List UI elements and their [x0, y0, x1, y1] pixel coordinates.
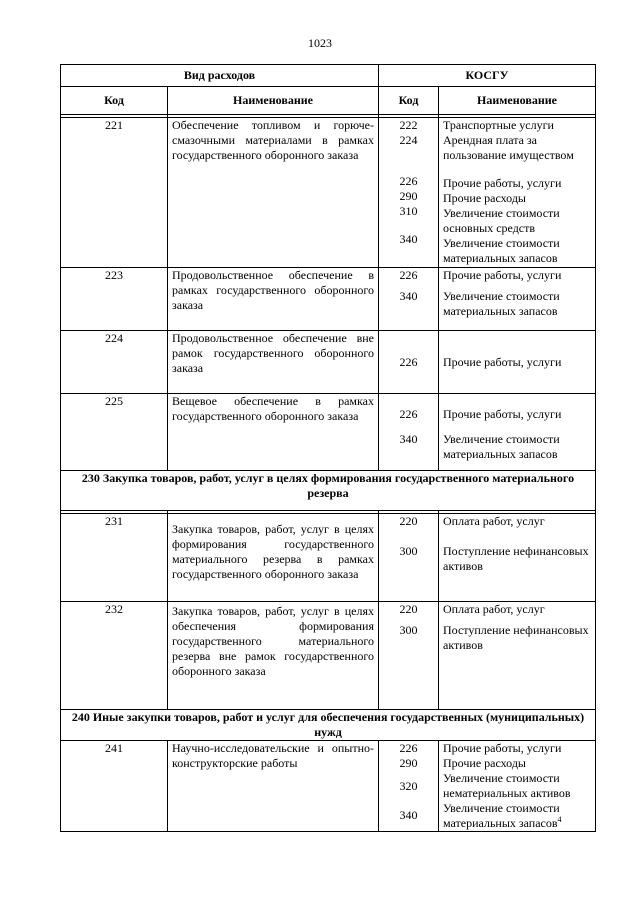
kosgu-name: Арендная плата за пользование имуществом	[443, 133, 574, 162]
kosgu-name: Оплата работ, услуг	[443, 602, 545, 616]
kosgu-name: Поступление нефинансовых активов	[443, 544, 589, 573]
kosgu-code: 340	[399, 289, 418, 303]
kosgu-name-text: Увеличение стоимости материальных запасов	[443, 801, 560, 830]
row-code: 232	[61, 602, 168, 710]
row-name: Продовольственное обеспечение вне рамок государственного оборонного заказа	[168, 331, 379, 394]
row-code: 231	[61, 514, 168, 602]
header-expense-type: Вид расходов	[61, 65, 379, 87]
header-kosgu-name: Наименование	[439, 87, 596, 115]
row-code: 223	[61, 268, 168, 331]
footnote-marker: 4	[557, 815, 562, 824]
kosgu-names	[439, 741, 596, 832]
kosgu-code: 222	[399, 118, 418, 132]
kosgu-names	[439, 394, 596, 471]
kosgu-name: Увеличение стоимости материальных запасов	[443, 289, 560, 318]
kosgu-codes	[379, 514, 439, 602]
kosgu-code: 340	[399, 232, 418, 246]
section-header-240	[61, 710, 596, 741]
kosgu-code: 226	[399, 741, 418, 755]
kosgu-codes	[379, 268, 439, 331]
section-header-230	[61, 471, 596, 511]
kosgu-code: 300	[399, 544, 418, 558]
row-code: 241	[61, 741, 168, 832]
page-number: 1023	[308, 36, 332, 50]
kosgu-codes	[379, 118, 439, 268]
expense-table	[60, 64, 596, 832]
kosgu-name: Прочие расходы	[443, 756, 526, 770]
kosgu-code: 290	[399, 189, 418, 203]
table-row	[61, 602, 596, 710]
section-title: 230 Закупка товаров, работ, услуг в целях формирования государственного материального резерва	[61, 471, 596, 511]
kosgu-code: 226	[379, 331, 439, 394]
table-row	[61, 118, 596, 268]
table-row	[61, 741, 596, 832]
kosgu-code: 226	[399, 174, 418, 188]
row-code: 224	[61, 331, 168, 394]
kosgu-name: Транспортные услуги	[443, 118, 554, 132]
kosgu-name: Поступление нефинансовых активов	[443, 623, 589, 652]
section-title: 240 Иные закупки товаров, работ и услуг для обеспечения государственных (муниципальных) нужд	[61, 710, 596, 741]
table-body	[61, 118, 596, 832]
kosgu-names	[439, 268, 596, 331]
kosgu-name: Прочие работы, услуги	[443, 407, 562, 421]
table-row	[61, 514, 596, 602]
table-row	[61, 394, 596, 471]
row-name: Обеспечение топливом и горюче-смазочными материалами в рамках государственного оборонного заказа	[168, 118, 379, 268]
kosgu-code: 226	[399, 268, 418, 282]
header-code: Код	[61, 87, 168, 115]
kosgu-name: Увеличение стоимости основных средств	[443, 206, 560, 235]
table-row	[61, 331, 596, 394]
row-name	[168, 514, 379, 602]
table-row	[61, 268, 596, 331]
kosgu-names	[439, 514, 596, 602]
kosgu-name: Прочие работы, услуги	[443, 176, 562, 190]
kosgu-code: 220	[399, 514, 418, 528]
kosgu-code: 220	[399, 602, 418, 616]
kosgu-code: 310	[399, 204, 418, 218]
row-name-text: Закупка товаров, работ, услуг в целях формирования государственного материального резерва в рамках государственного оборонного заказа	[172, 522, 374, 581]
kosgu-code: 300	[399, 623, 418, 637]
kosgu-names	[439, 602, 596, 710]
row-name: Продовольственное обеспечение в рамках государственного оборонного заказа	[168, 268, 379, 331]
kosgu-name: Увеличение стоимости материальных запасов	[443, 236, 560, 265]
header-name: Наименование	[168, 87, 379, 115]
row-name	[168, 602, 379, 710]
kosgu-name: Прочие работы, услуги	[439, 331, 596, 394]
kosgu-name: Прочие расходы	[443, 191, 526, 205]
row-name-text: Закупка товаров, работ, услуг в целях обеспечения формирования государственного материального резерва вне рамок государственного оборонного заказа	[172, 604, 374, 678]
kosgu-codes	[379, 602, 439, 710]
kosgu-code: 226	[399, 407, 418, 421]
row-code: 225	[61, 394, 168, 471]
kosgu-name: Увеличение стоимости нематериальных активов	[443, 771, 571, 800]
header-kosgu: КОСГУ	[379, 65, 596, 87]
header-kosgu-code: Код	[379, 87, 439, 115]
row-name: Научно-исследовательские и опытно-конструкторские работы	[168, 741, 379, 832]
kosgu-name: Оплата работ, услуг	[443, 514, 545, 528]
kosgu-code: 340	[399, 432, 418, 446]
kosgu-name	[443, 801, 591, 831]
kosgu-names	[439, 118, 596, 268]
row-name: Вещевое обеспечение в рамках государственного оборонного заказа	[168, 394, 379, 471]
kosgu-code: 320	[399, 779, 418, 793]
kosgu-code: 340	[399, 808, 418, 822]
kosgu-code: 224	[399, 133, 418, 147]
kosgu-codes	[379, 741, 439, 832]
kosgu-name: Прочие работы, услуги	[443, 741, 562, 755]
kosgu-name: Прочие работы, услуги	[443, 268, 562, 282]
row-code: 221	[61, 118, 168, 268]
kosgu-name: Увеличение стоимости материальных запасов	[443, 432, 560, 461]
kosgu-codes	[379, 394, 439, 471]
kosgu-code: 290	[399, 756, 418, 770]
